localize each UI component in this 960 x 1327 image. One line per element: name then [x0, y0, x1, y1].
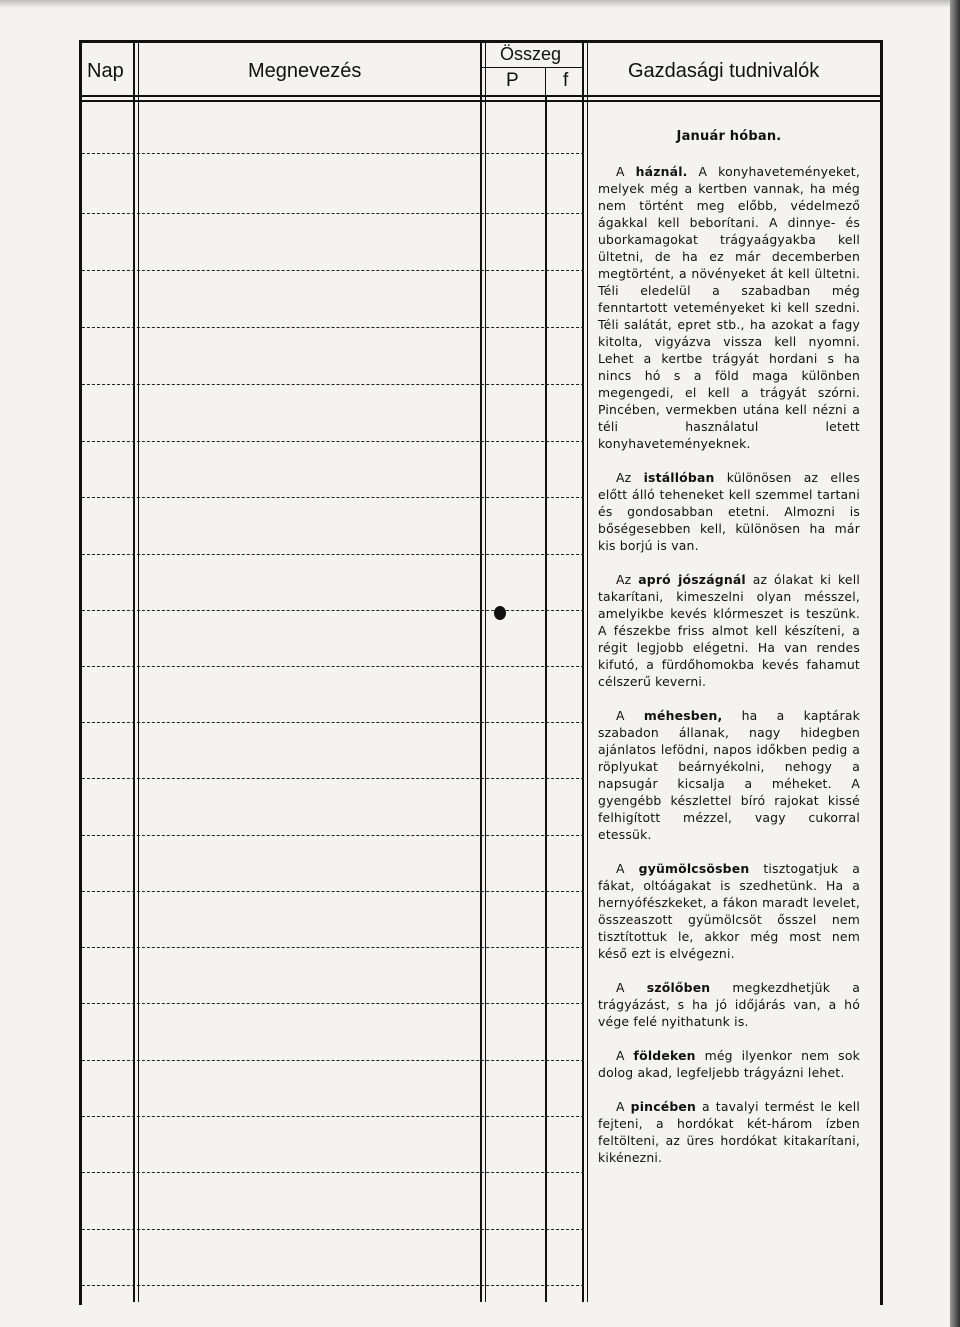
paragraph-text: ha a kaptárak szabadon állanak, nagy hidegben ajánlatos lefödni, napos időkben pedig a röplyukat beárnyékolni, nehogy a napsugár kicsalja a méheket. A gyengébb készlettel bíró rajokat kissé felhigított mézzel, vagy cukorral etessük. — [598, 708, 860, 842]
paragraph-lead: A — [616, 1099, 631, 1114]
ink-dot — [494, 606, 506, 620]
paragraph-text: különösen az elles előtt álló teheneket kell szemmel tartani és gondosabban etetni. Almozni is bőségesebben kell, különösen ha már kis borjú is van. — [598, 470, 860, 553]
paragraph-keyword: gyümölcsösben — [638, 861, 750, 876]
ledger-row-line — [82, 554, 584, 555]
ledger-row-line — [82, 153, 584, 154]
article-paragraph — [598, 707, 860, 843]
ledger-row-line — [82, 1285, 584, 1286]
article-paragraph — [598, 571, 860, 690]
paragraph-lead: A — [616, 980, 647, 995]
paragraph-keyword: istállóban — [643, 470, 715, 485]
paragraph-keyword: szőlőben — [646, 980, 711, 995]
ledger-row-line — [82, 1116, 584, 1117]
ledger-row-line — [82, 1003, 584, 1004]
ledger-row-line — [82, 778, 584, 779]
ledger-row-line — [82, 270, 584, 271]
column-divider-nap — [133, 40, 135, 1302]
column-divider-osszeg-right — [582, 40, 584, 1302]
ledger-row-line — [82, 1229, 584, 1230]
article-paragraphs — [598, 163, 860, 1166]
paragraph-text: az ólakat ki kell takarítani, kimeszelni olyan mésszel, amelyikbe kevés klórmeszet is teszünk. A fészekbe friss almot kell készíteni, a régit legjobb elégetni. Ha van rendes kifutó, a fürdőhomokba kevés fahamut célszerű keverni. — [598, 572, 860, 689]
ledger-row-line — [82, 384, 584, 385]
paragraph-text: megkezdhetjük a trágyázást, s ha jó időjárás van, a hó vége felé nyithatunk is. — [598, 980, 860, 1029]
column-divider-p-f — [545, 95, 547, 1302]
ledger-row-line — [82, 722, 584, 723]
paragraph-text: tisztogatjuk a fákat, oltóágakat is szedhetünk. Ha a hernyófészkeket, a fákon maradt levelet, összeaszott gyümölcsöt ősszel nem tisztítottuk le, akkor még most nem késő ezt is elvégezni. — [598, 861, 861, 961]
ledger-row-line — [82, 835, 584, 836]
paragraph-lead: A — [616, 164, 636, 179]
paragraph-lead: A — [616, 1048, 634, 1063]
column-divider-osszeg-left — [480, 40, 482, 1302]
header-nap: Nap — [87, 60, 124, 82]
article-paragraph — [598, 469, 860, 554]
paragraph-keyword: apró jószágnál — [638, 572, 746, 587]
ledger-row-line — [82, 947, 584, 948]
paragraph-text: még ilyenkor nem sok dolog akad, legfeljebb trágyázni lehet. — [598, 1048, 860, 1080]
header-osszeg-rule — [482, 67, 583, 68]
ledger-row-line — [82, 213, 584, 214]
ledger-row-line — [82, 666, 584, 667]
paragraph-lead: A — [616, 861, 639, 876]
ledger-row-line — [82, 441, 584, 442]
paragraph-lead: A — [616, 708, 644, 723]
header-gazdasagi-tudnivalok: Gazdasági tudnivalók — [628, 60, 820, 82]
ledger-row-line — [82, 1172, 584, 1173]
ledger-row-line — [82, 891, 584, 892]
ledger-row-line — [82, 1060, 584, 1061]
paragraph-lead: Az — [616, 572, 639, 587]
paragraph-text: a tavalyi termést le kell fejteni, a hordókat két-három ízben feltölteni, az üres hordókat kitakarítani, kikénezni. — [598, 1099, 860, 1165]
article-paragraph — [598, 163, 860, 452]
month-title: Január hóban. — [676, 129, 782, 144]
paragraph-keyword: pincében — [630, 1099, 697, 1114]
article-paragraph — [598, 1098, 860, 1166]
header-p: P — [506, 70, 519, 91]
article-paragraph — [598, 860, 860, 962]
header-megnevezes: Megnevezés — [248, 60, 362, 82]
article-paragraph — [598, 1047, 860, 1081]
ledger-row-line — [82, 327, 584, 328]
paragraph-keyword: háznál. — [635, 164, 688, 179]
article-paragraph — [598, 979, 860, 1030]
header-osszeg: Összeg — [500, 44, 562, 64]
paragraph-text: A konyhaveteményeket, melyek még a kertben vannak, ha még nem történt meg előbb, védelmező ágakkal kell beborítani. A dinnye- és uborkamagokat trágyaágyakba kell ültetni, de ha ez már decemberben megtörtént, a növényeket át kell ültetni. Téli eledelül a szabadban még fenntartott veteményeket ki kell szedni. Téli salátát, epret stb., ha azokat a fagy kitolta, vigyázva vissza kell nyomni. Lehet a kertbe trágyát hordani s ha nincs hó s a föld maga különben megengedi, el kell a trágyát szórni. Pincében, vermekben utána kell nézni a téli használatul letett konyhaveteményeknek. — [598, 164, 860, 451]
header-pf-separator — [545, 67, 546, 95]
ledger-row-line — [82, 610, 584, 611]
article-column — [598, 128, 860, 1183]
paragraph-lead: Az — [616, 470, 644, 485]
paragraph-keyword: földeken — [633, 1048, 696, 1063]
header-f: f — [563, 70, 569, 91]
ledger-row-line — [82, 497, 584, 498]
page-edge-top — [0, 0, 952, 8]
page-edge-right — [950, 0, 960, 1327]
paragraph-keyword: méhesben, — [643, 708, 723, 723]
